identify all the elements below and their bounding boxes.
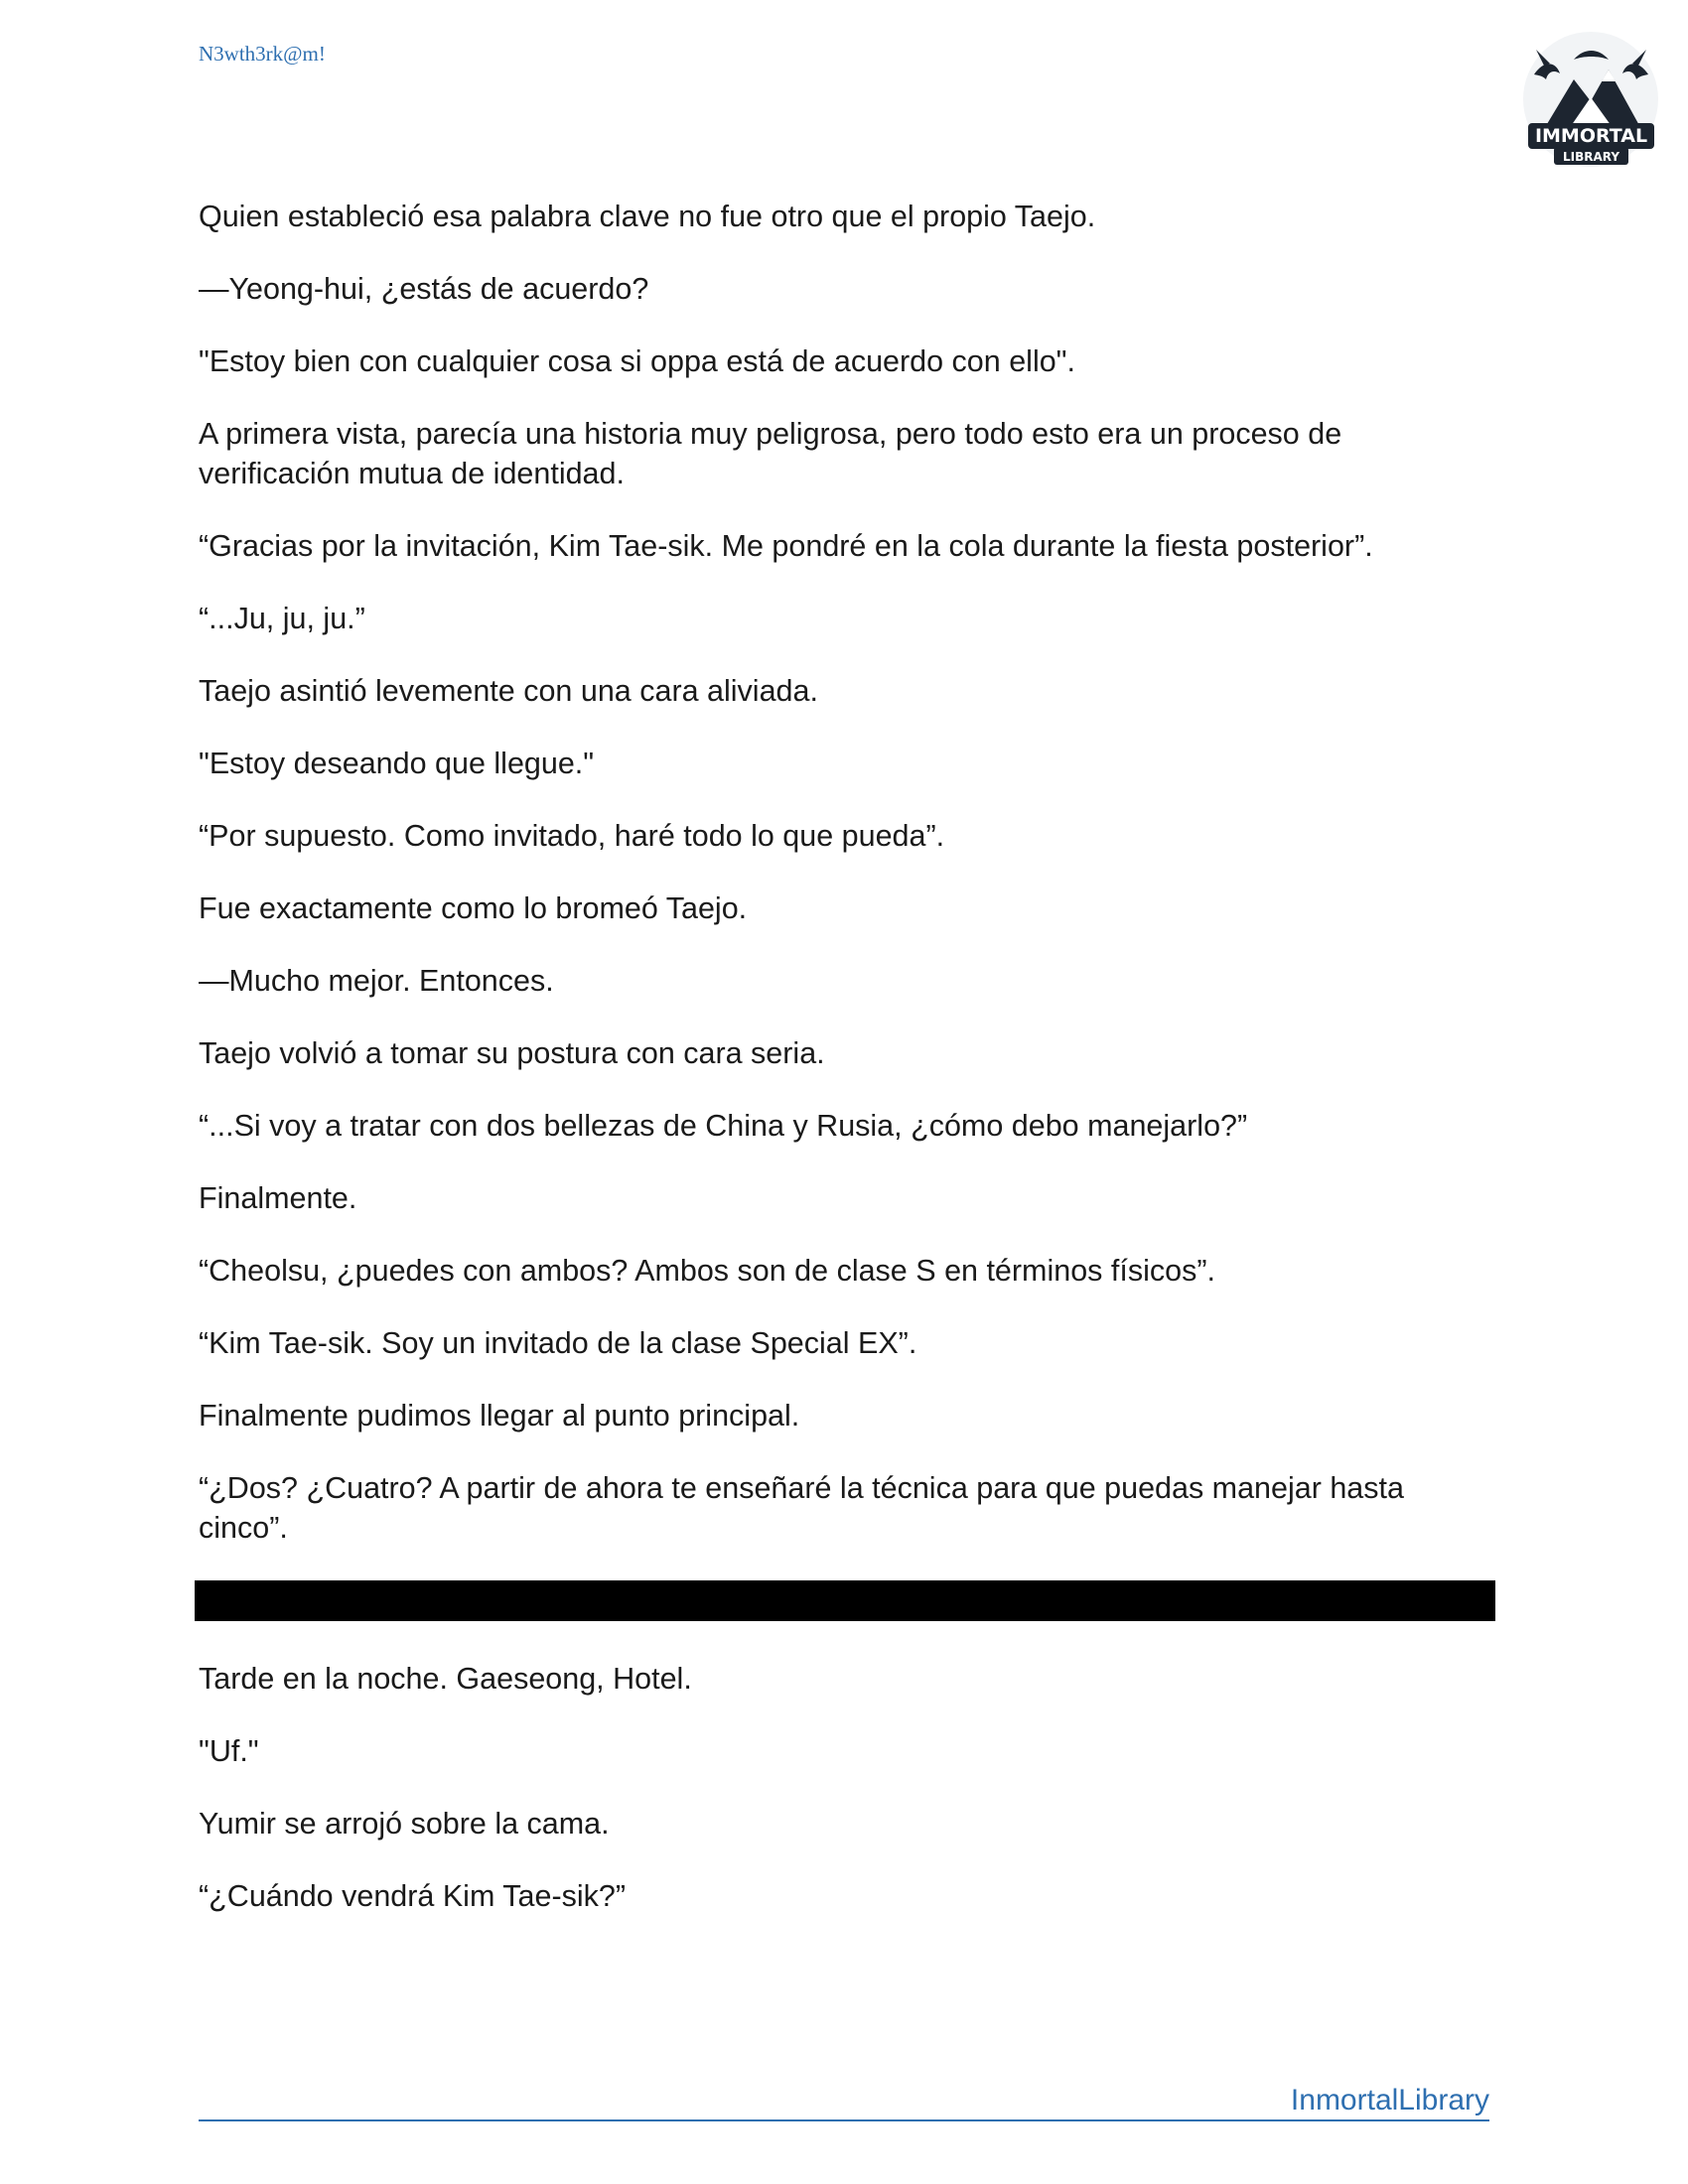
paragraph: “Cheolsu, ¿puedes con ambos? Ambos son de clase S en términos físicos”. — [199, 1254, 1215, 1288]
paragraph: “Gracias por la invitación, Kim Tae-sik. Me pondré en la cola durante la fiesta posterior”. — [199, 529, 1373, 563]
footer — [199, 2080, 1489, 2121]
page-body — [199, 197, 1489, 1949]
paragraph: Taejo volvió a tomar su postura con cara seria. — [199, 1036, 825, 1070]
paragraph: Yumir se arrojó sobre la cama. — [199, 1807, 610, 1841]
paragraph: “...Ju, ju, ju.” — [199, 602, 365, 635]
paragraph: Finalmente. — [199, 1181, 357, 1215]
paragraph: "Uf." — [199, 1734, 259, 1768]
paragraph: “Kim Tae-sik. Soy un invitado de la clase Special EX”. — [199, 1326, 917, 1360]
paragraph: “¿Dos? ¿Cuatro? A partir de ahora te enseñaré la técnica para que puedas manejar hasta cinco”. — [199, 1471, 1404, 1545]
paragraph: “Por supuesto. Como invitado, haré todo lo que pueda”. — [199, 819, 945, 853]
paragraph: "Estoy bien con cualquier cosa si oppa está de acuerdo con ello". — [199, 344, 1075, 378]
paragraph: “¿Cuándo vendrá Kim Tae-sik?” — [199, 1879, 627, 1913]
immortal-library-logo — [1514, 30, 1668, 174]
paragraph: Finalmente pudimos llegar al punto principal. — [199, 1399, 800, 1433]
paragraph: Fue exactamente como lo bromeó Taejo. — [199, 891, 748, 925]
paragraph: —Mucho mejor. Entonces. — [199, 964, 554, 998]
logo-text-top: IMMORTAL — [1534, 125, 1648, 147]
paragraph: Quien estableció esa palabra clave no fue otro que el propio Taejo. — [199, 200, 1096, 233]
paragraph: Tarde en la noche. Gaeseong, Hotel. — [199, 1662, 692, 1696]
paragraph: Taejo asintió levemente con una cara aliviada. — [199, 674, 818, 708]
paragraph: —Yeong-hui, ¿estás de acuerdo? — [199, 272, 649, 306]
paragraph: A primera vista, parecía una historia muy peligrosa, pero todo esto era un proceso de verificación mutua de identidad. — [199, 417, 1342, 490]
header-tag: N3wth3rk@m! — [199, 42, 326, 66]
logo-text-bottom: LIBRARY — [1562, 150, 1620, 164]
footer-link[interactable]: InmortalLibrary — [1290, 2084, 1489, 2116]
paragraph: "Estoy deseando que llegue." — [199, 747, 595, 780]
paragraph: “...Si voy a tratar con dos bellezas de China y Rusia, ¿cómo debo manejarlo?” — [199, 1109, 1248, 1143]
section-divider — [195, 1580, 1495, 1621]
